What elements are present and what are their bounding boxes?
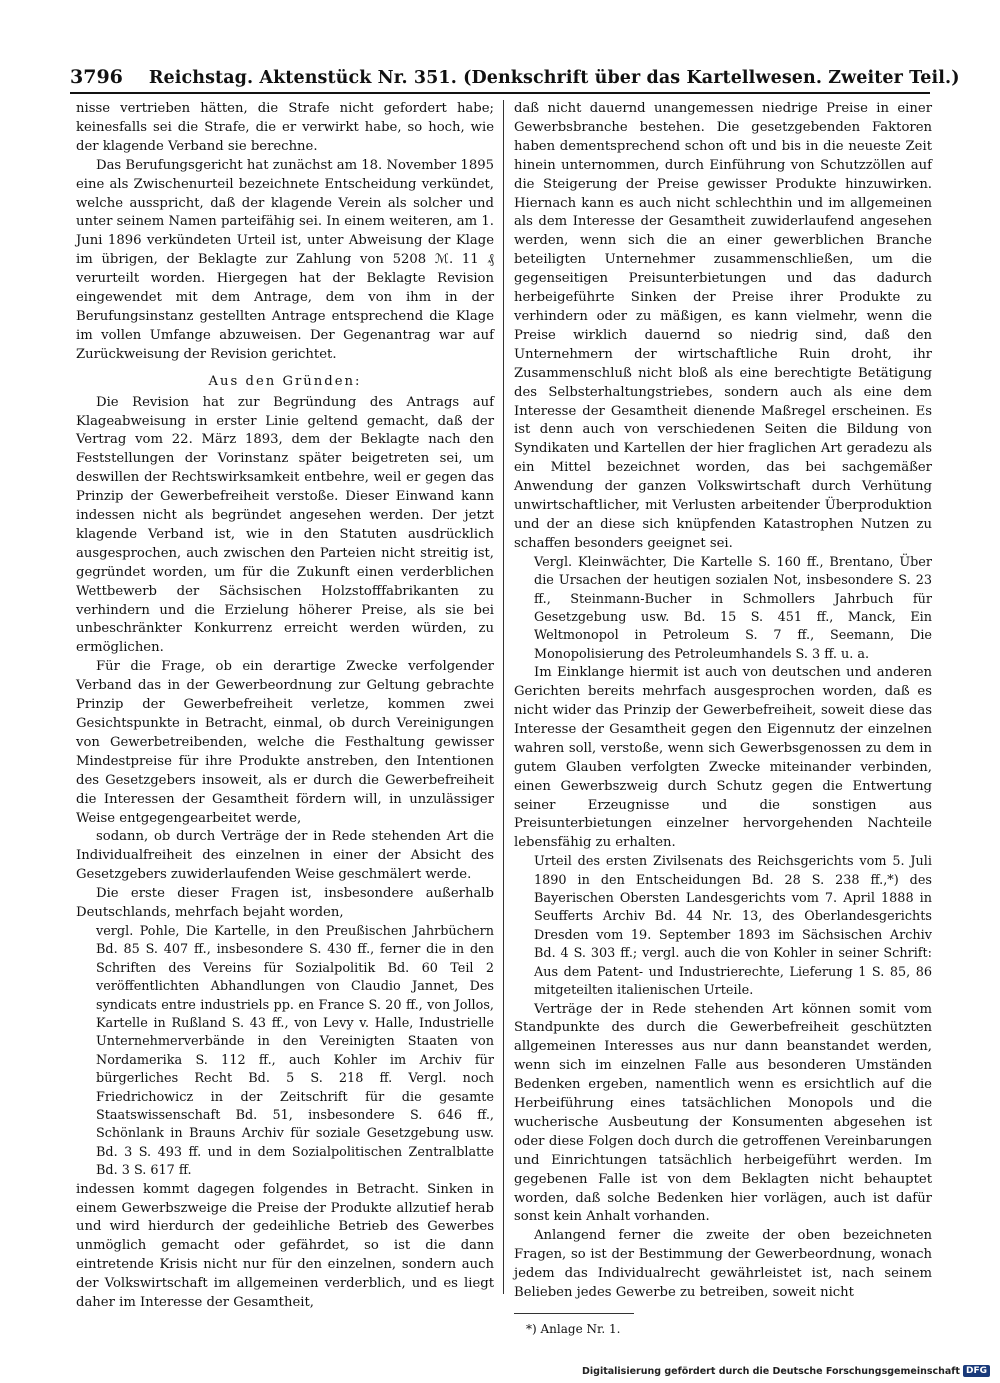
- paragraph: nisse vertrieben hätten, die Strafe nicht gefordert habe; keinesfalls sei die Strafe, die er verwirkt habe, so hoch, wie der klagende Verband sie berechne.: [76, 101, 494, 154]
- dfg-logo-icon: DFG: [963, 1365, 990, 1377]
- paragraph: daß nicht dauernd unangemessen niedrige Preise in einer Gewerbsbranche bestehen. Die gesetzgebenden Faktoren haben dementsprechend schon oft und bis in die neueste Zeit hinein unternommen, durch Einführung von Schutzzöllen auf die Steigerung der Preise gewisser Produkte hinzuwirken. Hiernach kann es auch nicht schlechthin und im allgemeinen als dem Interesse der Gesamtheit zuwiderlaufend angesehen werden, wenn sich die an einer gewerblichen Branche beteiligten Unternehmer zusammenschließen, um die gegenseitigen Preisunterbietungen und das dadurch herbeigeführte Sinken der Preise ihrer Produkte zu verhindern oder zu mäßigen, es kann vielmehr, wenn die Preise wirklich dauernd so niedrig sind, daß den Unternehmern der wirtschaftliche Ruin droht, ihr Zusammenschluß nicht bloß als eine berechtigte Betätigung des Selbsterhaltungstriebes, sondern auch als eine dem Interesse der Gesamtheit dienende Maßregel erscheinen. Es ist denn auch von verschiedenen Seiten die Bildung von Syndikaten und Kartellen der hier fraglichen Art geradezu als ein Mittel bezeichnet worden, das bei sachgemäßer Anwendung der ganzen Volkswirtschaft durch Verhütung unwirtschaftlicher, mit Verlusten arbeitender Überproduktion und der an diese sich knüpfenden Katastrophen Nutzen zu schaffen besonders geeignet sei.: [514, 101, 932, 551]
- right-column: [514, 100, 932, 1339]
- running-title: Reichstag. Aktenstück Nr. 351. (Denkschrift über das Kartellwesen. Zweiter Teil.): [148, 68, 960, 88]
- footnote-rule: [514, 1313, 634, 1314]
- paragraph: Das Berufungsgericht hat zunächst am 18. November 1895 eine als Zwischenurteil bezeichnete Entscheidung verkündet, welche ausspricht, daß der klagende Verein als solcher und unter seinem Namen parteifähig sei. In einem weiteren, am 1. Juni 1896 verkündeten Urteil ist, unter Abweisung der Klage im übrigen, der Beklagte zur Zahlung von 5208 ℳ. 11 ₰ verurteilt worden. Hiergegen hat der Beklagte Revision eingewendet mit dem Antrage, dem von ihm in der Berufungsinstanz gestellten Antrage entsprechend die Klage im vollen Umfange abzuweisen. Der Gegenantrag war auf Zurückweisung der Revision gerichtet.: [76, 157, 494, 362]
- section-heading: Aus den Gründen:: [208, 373, 362, 389]
- reference-block: Urteil des ersten Zivilsenats des Reichsgerichts vom 5. Juli 1890 in den Entscheidungen Bd. 28 S. 238 ff.,*) des Bayerischen Obersten Landesgerichts vom 7. April 1888 in Seufferts Archiv Bd. 44 Nr. 13, des Oberlandesgerichts Dresden vom 19. September 1893 im Sächsischen Archiv Bd. 4 S. 303 ff.; vergl. auch die von Kohler in seiner Schrift: Aus dem Patent- und Industrierechte, Lieferung 1 S. 85, 86 mitgeteilten italienischen Urteile.: [534, 854, 932, 999]
- footnote: *) Anlage Nr. 1.: [526, 1322, 621, 1336]
- paragraph: Verträge der in Rede stehenden Art können somit vom Standpunkte des durch die Gewerbefreiheit geschützten allgemeinen Interesses aus nur dann beanstandet werden, wenn sich im einzelnen Falle aus besonderen Umständen Bedenken ergeben, namentlich wenn es ersichtlich auf die Herbeiführung eines tatsächlichen Monopols und die wucherische Ausbeutung der Konsumenten abgesehen ist oder diese Folgen doch durch die getroffenen Vereinbarungen und Einrichtungen tatsächlich herbeigeführt werden. Im gegebenen Falle ist von dem Beklagten nicht behauptet worden, daß solche Bedenken hier vorlägen, auch ist dafür sonst kein Anhalt vorhanden.: [514, 1001, 932, 1225]
- paragraph: indessen kommt dagegen folgendes in Betracht. Sinken in einem Gewerbszweige die Preise der Produkte allzutief herab und wird hierdurch der gedeihliche Betrieb des Gewerbes unmöglich gemacht oder gefährdet, so ist die dann eintretende Krisis nicht nur für den einzelnen, sondern auch der Volkswirtschaft im allgemeinen verderblich, und es liegt daher im Interesse der Gesamtheit,: [76, 1181, 494, 1311]
- paragraph: Die Revision hat zur Begründung des Antrags auf Klageabweisung in erster Linie geltend gemacht, daß der Vertrag vom 22. März 1893, dem der Beklagte nach den Feststellungen der Vorinstanz später beigetreten sei, um deswillen der Rechtswirksamkeit entbehre, weil er gegen das Prinzip der Gewerbefreiheit verstoße. Dieser Einwand kann indessen nicht als begründet angesehen werden. Der jetzt klagende Verband ist, wie in den Statuten ausdrücklich ausgesprochen, auch zwischen den Parteien nicht streitig ist, gegründet worden, um für die Zukunft einen verderblichen Wettbewerb der Sächsischen Holzstofffabrikanten zu verhindern und die Erzielung höherer Preise, als sie bei unbeschränkter Konkurrenz erreicht werden würden, zu ermöglichen.: [76, 394, 494, 656]
- digitization-credit: [582, 1365, 990, 1377]
- paragraph: Im Einklange hiermit ist auch von deutschen und anderen Gerichten bereits mehrfach ausgesprochen worden, daß es nicht wider das Prinzip der Gewerbefreiheit, soweit diese das Interesse der Gesamtheit gegen den Eigennutz der einzelnen wahren soll, verstoße, wenn sich Gewerbsgenossen zu dem in gutem Glauben verfolgten Zwecke miteinander verbinden, einen Gewerbszweig durch Schutz gegen die Entwertung seiner Erzeugnisse und die sonstigen aus Preisunterbietungen einzelner hervorgehenden Nachteile lebensfähig zu erhalten.: [514, 665, 932, 851]
- paragraph: Anlangend ferner die zweite der oben bezeichneten Fragen, so ist der Bestimmung der Gewerbeordnung, wonach jedem das Individualrecht gewährleistet ist, nach seinem Belieben jedes Gewerbe zu betreiben, soweit nicht: [514, 1228, 932, 1301]
- reference-block: Vergl. Kleinwächter, Die Kartelle S. 160 ff., Brentano, Über die Ursachen der heutigen sozialen Not, insbesondere S. 23 ff., Steinmann-Bucher in Schmollers Jahrbuch für Gesetzgebung usw. Bd. 15 S. 451 ff., Manck, Ein Weltmonopol in Petroleum S. 7 ff., Seemann, Die Monopolisierung des Petroleumhandels S. 3 ff. u. a.: [534, 554, 932, 662]
- paragraph: sodann, ob durch Verträge der in Rede stehenden Art die Individualfreiheit des einzelnen in einer der Absicht des Gesetzgebers zuwiderlaufenden Weise geschmälert werde.: [76, 829, 494, 883]
- reference-block: vergl. Pohle, Die Kartelle, in den Preußischen Jahrbüchern Bd. 85 S. 407 ff., insbesondere S. 430 ff., ferner die in den Schriften des Vereins für Sozialpolitik Bd. 60 Teil 2 veröffentlichten Abhandlungen von Claudio Jannet, Des syndicats entre industriels pp. en France S. 20 ff., von Jollos, Kartelle in Rußland S. 43 ff., von Levy v. Halle, Industrielle Unternehmerverbände in den Vereinigten Staaten von Nordamerika S. 112 ff., auch Kohler im Archiv für bürgerliches Recht Bd. 5 S. 218 ff. Vergl. noch Friedrichowicz in der Zeitschrift für die gesamte Staatswissenschaft Bd. 51, insbesondere S. 646 ff., Schönlank in Brauns Archiv für soziale Gesetzgebung usw. Bd. 3 S. 493 ff. und in dem Sozialpolitischen Zentralblatte Bd. 3 S. 617 ff.: [96, 923, 494, 1179]
- column-divider: [503, 100, 504, 1294]
- paragraph: Die erste dieser Fragen ist, insbesondere außerhalb Deutschlands, mehrfach bejaht worden,: [76, 886, 494, 921]
- left-column: [76, 100, 494, 1313]
- page-header: [70, 58, 960, 94]
- credit-text: Digitalisierung gefördert durch die Deutsche Forschungsgemeinschaft: [582, 1365, 960, 1377]
- page-number: 3796: [70, 66, 123, 88]
- paragraph: Für die Frage, ob ein derartige Zwecke verfolgender Verband das in der Gewerbeordnung zur Geltung gebrachte Prinzip der Gewerbefreiheit verletze, kommen zwei Gesichtspunkte in Betracht, einmal, ob durch Vereinigungen von Gewerbetreibenden, welche die Festhaltung gewisser Mindestpreise für ihre Produkte anstreben, den Intentionen des Gesetzgebers insoweit, als er durch die Gewerbefreiheit die Interessen der Gesamtheit fördern will, in unzulässiger Weise entgegengearbeitet werde,: [76, 659, 494, 826]
